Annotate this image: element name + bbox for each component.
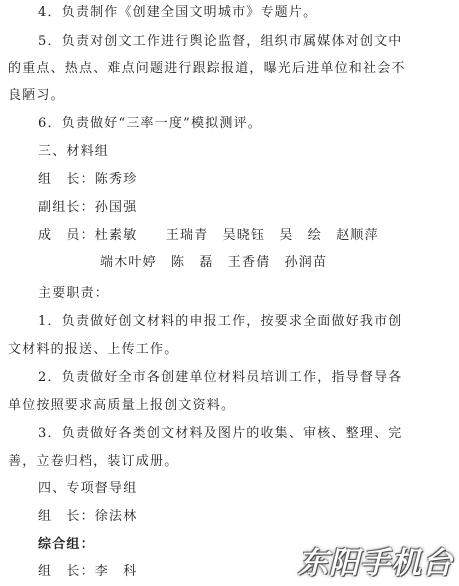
- materials-leader: 组 长：陈秀珍: [38, 172, 138, 187]
- materials-deputy-leader: 副组长：孙国强: [38, 200, 138, 215]
- duty-item-5-cont-2: 良陋习。: [8, 88, 65, 103]
- duty-item-5: 5．负责对创文工作进行舆论监督，组织市属媒体对创文中: [38, 34, 403, 49]
- duty-item-2-cont: 单位按照要求高质量上报创文资料。: [8, 398, 236, 413]
- main-duties-heading: 主要职责：: [38, 286, 110, 301]
- supervision-leader: 组 长：徐法林: [38, 509, 138, 524]
- duty-item-3-cont: 善，立卷归档，装订成册。: [8, 454, 179, 469]
- site-watermark: 东阳手机台: [298, 546, 453, 581]
- general-group-heading: 综合组：: [38, 537, 95, 552]
- duty-item-6: 6．负责做好“三率一度”模拟测评。: [38, 116, 262, 131]
- materials-members: 成 员：杜素敏 王瑞青 吴晓钰 吴 绘 赵顺萍: [38, 228, 379, 243]
- duty-item-3: 3．负责做好各类创文材料及图片的收集、审核、整理、完: [38, 426, 403, 441]
- materials-members-cont: 端木叶婷 陈 磊 王香倩 孙润苗: [100, 255, 328, 270]
- duty-item-4: 4．负责制作《创建全国文明城市》专题片。: [38, 5, 318, 20]
- general-group-leader: 组 长：李 科: [38, 564, 138, 579]
- duty-item-2: 2．负责做好全市各创建单位材料员培训工作，指导督导各: [38, 370, 403, 385]
- section-heading-supervision: 四、专项督导组: [38, 481, 138, 496]
- duty-item-1: 1．负责做好创文材料的申报工作，按要求全面做好我市创: [38, 314, 403, 329]
- duty-item-5-cont-1: 的重点、热点、难点问题进行跟踪报道，曝光后进单位和社会不: [8, 61, 406, 76]
- section-heading-materials: 三、材料组: [38, 144, 110, 159]
- duty-item-1-cont: 文材料的报送、上传工作。: [8, 342, 179, 357]
